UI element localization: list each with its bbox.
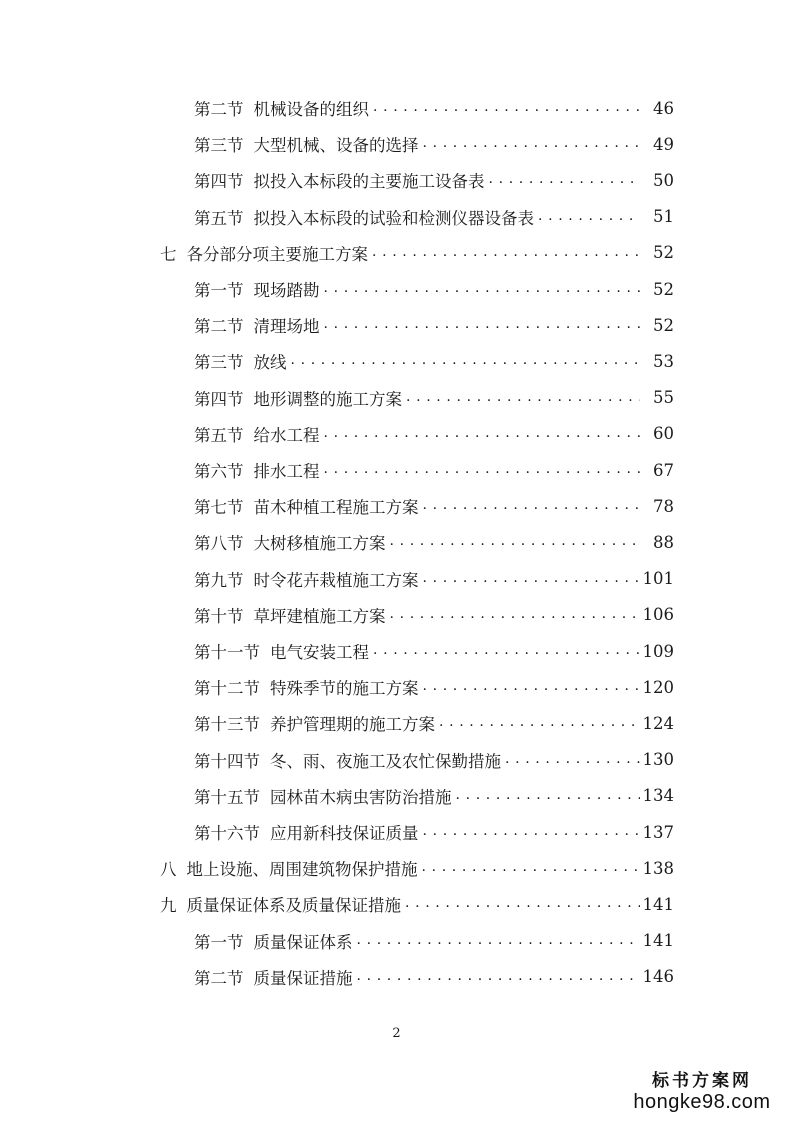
toc-entry-page: 60 xyxy=(653,424,674,444)
toc-entry-title: 应用新科技保证质量 xyxy=(270,824,419,843)
toc-entry-page: 51 xyxy=(653,207,674,227)
toc-entry-page: 50 xyxy=(653,170,674,190)
toc-dot-leader xyxy=(423,678,641,696)
toc-entry-page: 106 xyxy=(642,605,674,625)
toc-dot-leader xyxy=(373,99,640,117)
watermark-url: hongke98.com xyxy=(633,1091,771,1113)
toc-dot-leader xyxy=(456,787,641,805)
toc-entry-page: 46 xyxy=(653,98,674,118)
toc-dot-leader xyxy=(357,932,641,950)
toc-entry-title: 电气安装工程 xyxy=(270,643,369,662)
toc-entry-title: 大树移植施工方案 xyxy=(253,534,386,554)
toc-entry xyxy=(194,528,674,556)
toc-entry xyxy=(194,637,674,665)
toc-entry xyxy=(194,94,674,122)
page-number: 2 xyxy=(392,1026,401,1041)
toc-dot-leader xyxy=(291,352,641,370)
toc-entry-title: 特殊季节的施工方案 xyxy=(270,679,419,699)
toc-entry-page: 53 xyxy=(653,351,674,371)
toc-entry-number: 第十三节 xyxy=(194,715,260,735)
toc-entry-page: 49 xyxy=(653,134,674,154)
toc-entry-page: 130 xyxy=(642,750,674,770)
toc-entry-title: 机械设备的组织 xyxy=(253,100,369,119)
toc-dot-leader xyxy=(423,570,641,588)
toc-dot-leader xyxy=(373,642,640,660)
toc-entry-number: 八 xyxy=(160,860,177,880)
toc-entry xyxy=(194,673,674,701)
toc-entry-number: 第一节 xyxy=(194,281,244,300)
toc-entry-page: 52 xyxy=(653,315,674,335)
toc-entry-page: 124 xyxy=(642,713,674,733)
toc-entry xyxy=(194,456,674,484)
toc-dot-leader xyxy=(390,606,641,624)
toc-entry-page: 134 xyxy=(642,786,674,806)
toc-entry xyxy=(160,890,674,918)
toc-entry-title: 冬、雨、夜施工及农忙保勤措施 xyxy=(270,751,501,771)
toc-entry-number: 第十一节 xyxy=(194,643,260,662)
toc-dot-leader xyxy=(324,461,641,479)
toc-entry-number: 第五节 xyxy=(194,425,244,445)
toc-entry-title: 排水工程 xyxy=(253,462,320,481)
toc-entry-page: 141 xyxy=(642,931,674,951)
toc-dot-leader xyxy=(538,208,640,226)
toc-entry-page: 120 xyxy=(642,677,674,697)
toc-entry-title: 时令花卉栽植施工方案 xyxy=(253,570,419,590)
toc-entry-page: 137 xyxy=(642,822,674,842)
toc-entry xyxy=(194,565,674,593)
toc-entry-page: 55 xyxy=(653,388,674,408)
toc-entry xyxy=(160,854,674,882)
toc-entry xyxy=(194,347,674,375)
toc-entry-number: 第六节 xyxy=(194,462,244,481)
watermark-logo xyxy=(627,1066,777,1114)
toc-entry-title: 大型机械、设备的选择 xyxy=(253,136,419,156)
toc-entry xyxy=(160,239,674,267)
toc-entry-title: 质量保证体系 xyxy=(253,932,353,952)
toc-dot-leader xyxy=(422,859,641,877)
toc-entry-page: 78 xyxy=(653,496,674,516)
toc-entry-title: 各分部分项主要施工方案 xyxy=(186,244,368,264)
toc-entry-number: 第三节 xyxy=(194,136,244,156)
toc-dot-leader xyxy=(390,533,641,551)
toc-entry-title: 地上设施、周围建筑物保护措施 xyxy=(186,860,418,880)
toc-entry-number: 第二节 xyxy=(194,100,244,119)
toc-entry-title: 苗木种植工程施工方案 xyxy=(253,498,419,518)
toc-entry-title: 草坪建植施工方案 xyxy=(253,606,386,626)
toc-entry-number: 九 xyxy=(160,896,177,916)
toc-entry xyxy=(194,782,674,810)
toc-entry xyxy=(194,746,674,774)
toc-dot-leader xyxy=(423,497,641,515)
toc-entry xyxy=(194,709,674,737)
toc-entry-page: 52 xyxy=(653,243,674,263)
toc-entry xyxy=(194,492,674,520)
toc-entry-number: 第二节 xyxy=(194,317,244,337)
toc-entry xyxy=(194,927,674,955)
toc-entry xyxy=(194,963,674,991)
toc-dot-leader xyxy=(505,751,640,769)
toc-entry-title: 放线 xyxy=(253,353,287,373)
toc-entry xyxy=(194,166,674,194)
toc-dot-leader xyxy=(324,316,641,334)
toc-entry-page: 88 xyxy=(653,532,674,552)
toc-dot-leader xyxy=(324,280,641,298)
toc-entry-number: 第二节 xyxy=(194,968,244,988)
toc-entry-title: 地形调整的施工方案 xyxy=(253,389,402,409)
toc-entry-number: 第八节 xyxy=(194,534,244,554)
toc-entry-page: 141 xyxy=(642,894,674,914)
toc-entry xyxy=(194,275,674,303)
toc-dot-leader xyxy=(423,135,641,153)
toc-entry xyxy=(194,311,674,339)
toc-entry-title: 拟投入本标段的试验和检测仪器设备表 xyxy=(253,208,534,228)
toc-dot-leader xyxy=(372,244,640,262)
toc-entry xyxy=(194,601,674,629)
watermark-site-name: 标书方案网 xyxy=(652,1071,752,1090)
toc-entry-number: 第四节 xyxy=(194,389,244,409)
toc-entry-number: 第七节 xyxy=(194,498,244,518)
toc-dot-leader xyxy=(423,823,641,841)
toc-entry xyxy=(194,818,674,846)
toc-entry-title: 养护管理期的施工方案 xyxy=(270,715,435,735)
toc-entry-title: 质量保证体系及质量保证措施 xyxy=(186,896,401,916)
toc-entry-number: 第一节 xyxy=(194,932,244,952)
toc-entry-number: 第九节 xyxy=(194,570,244,590)
toc-entry-page: 109 xyxy=(642,641,674,661)
toc-dot-leader xyxy=(406,389,640,407)
toc-entry-number: 七 xyxy=(160,244,177,264)
toc-entry-title: 拟投入本标段的主要施工设备表 xyxy=(253,172,485,192)
toc-entry-number: 第四节 xyxy=(194,172,244,192)
toc-entry-number: 第十六节 xyxy=(194,824,260,843)
toc-entry-number: 第十五节 xyxy=(194,787,260,807)
toc-entry-title: 现场踏勘 xyxy=(253,281,320,300)
toc-entry xyxy=(194,203,674,231)
toc-entry-number: 第十四节 xyxy=(194,751,260,771)
toc-entry xyxy=(194,384,674,412)
toc-entry-number: 第五节 xyxy=(194,208,244,228)
toc-entry xyxy=(194,130,674,158)
toc-dot-leader xyxy=(439,714,640,732)
toc-entry-page: 101 xyxy=(642,569,674,589)
toc-entry-number: 第十二节 xyxy=(194,679,260,699)
toc-entry-number: 第十节 xyxy=(194,606,244,626)
toc-dot-leader xyxy=(405,895,640,913)
toc-entry-page: 138 xyxy=(642,858,674,878)
toc-dot-leader xyxy=(489,171,641,189)
toc-entry-page: 146 xyxy=(642,967,674,987)
toc-entry-title: 给水工程 xyxy=(253,425,320,445)
toc-dot-leader xyxy=(357,968,641,986)
toc-entry-title: 质量保证措施 xyxy=(253,968,353,988)
toc-entry-number: 第三节 xyxy=(194,353,244,373)
toc-dot-leader xyxy=(324,425,641,443)
toc-entry xyxy=(194,420,674,448)
toc-entry-page: 67 xyxy=(653,460,674,480)
toc-entry-title: 园林苗木病虫害防治措施 xyxy=(270,787,452,807)
toc-entry-title: 清理场地 xyxy=(253,317,320,337)
toc-entry-page: 52 xyxy=(653,279,674,299)
